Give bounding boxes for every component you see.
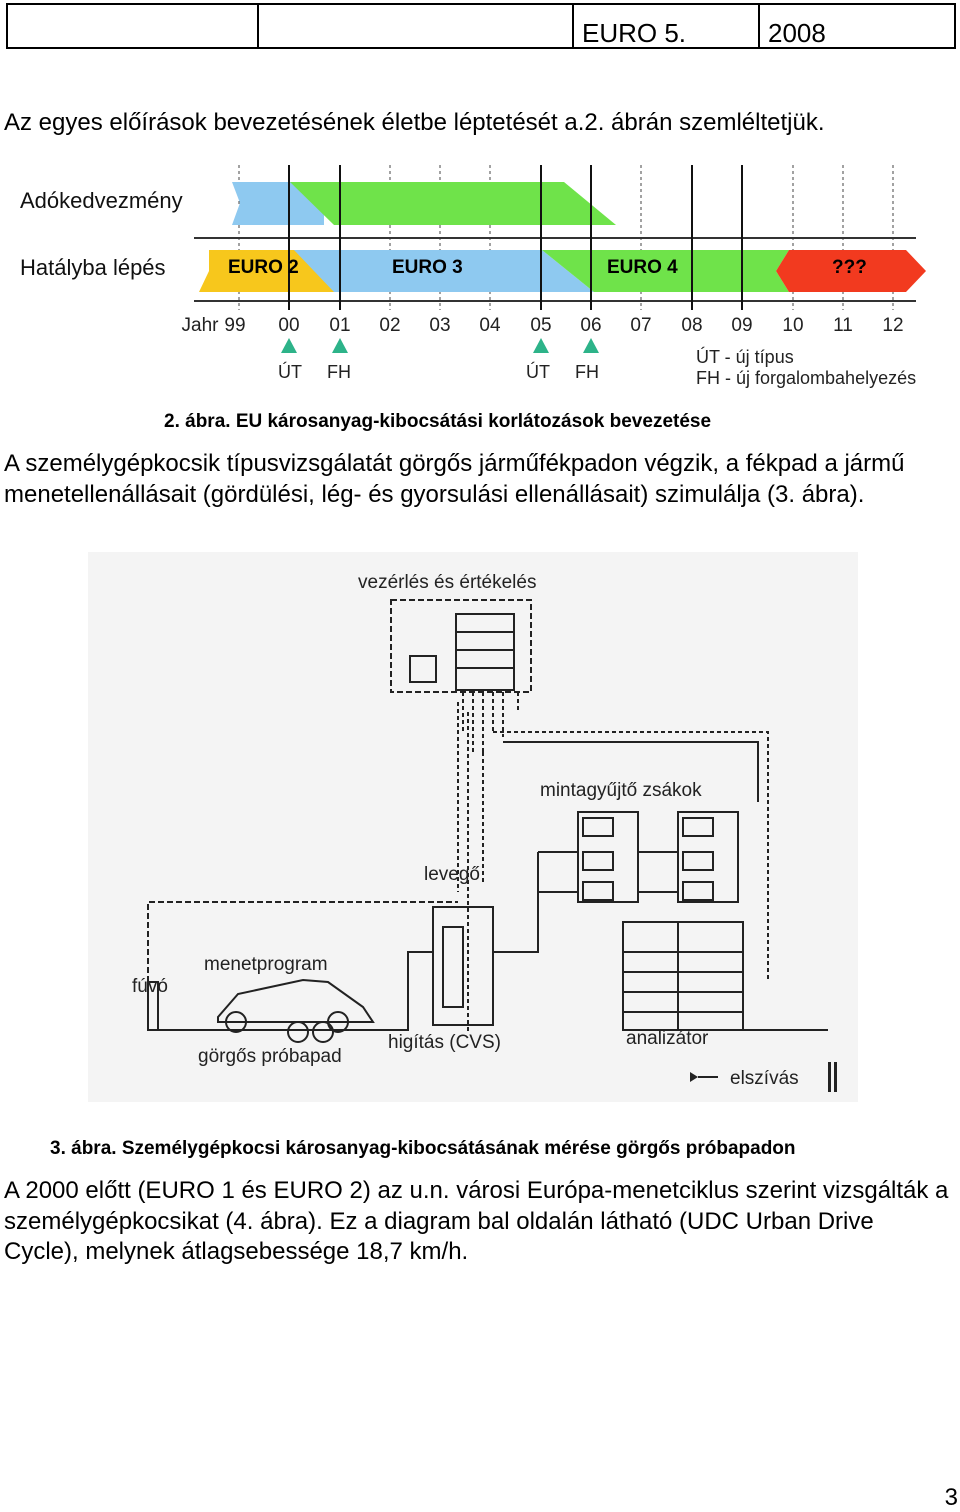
header-cell-empty-2 xyxy=(259,5,574,47)
year-label: 99 xyxy=(224,315,246,336)
header-cell-standard: EURO 5. xyxy=(574,5,760,47)
header-cell-year: 2008 xyxy=(768,18,826,48)
band-label-euro4: EURO 4 xyxy=(607,257,678,278)
marker-label: FH xyxy=(575,362,599,382)
figure3-caption: 3. ábra. Személygépkocsi károsanyag-kibocsátásának mérése görgős próbapadon xyxy=(50,1138,796,1159)
marker-label: ÚT xyxy=(278,362,302,382)
year-label: 09 xyxy=(731,315,753,336)
figure2-caption: 2. ábra. EU károsanyag-kibocsátási korlátozások bevezetése xyxy=(164,411,712,432)
year-label: 10 xyxy=(782,315,804,336)
year-label: 05 xyxy=(530,315,552,336)
year-label: 12 xyxy=(882,315,904,336)
marker-triangle-2 xyxy=(332,338,348,353)
label-roller-dyno: görgős próbapad xyxy=(198,1046,342,1067)
year-prefix: Jahr xyxy=(181,315,219,336)
label-dilution-cvs: higítás (CVS) xyxy=(388,1032,501,1053)
label-blower: fúvó xyxy=(132,976,168,997)
legend-new-registration: FH - új forgalombahelyezés xyxy=(696,368,917,388)
label-tax-benefit: Adókedvezmény xyxy=(20,188,183,213)
marker-triangle-4 xyxy=(583,338,599,353)
marker-label: ÚT xyxy=(526,362,550,382)
label-entry-into-force: Hatályba lépés xyxy=(20,255,166,280)
tax-band-green xyxy=(290,182,616,225)
marker-triangle-1 xyxy=(281,338,297,353)
band-label-unknown: ??? xyxy=(832,257,867,278)
marker-triangle-3 xyxy=(533,338,549,353)
year-label: 07 xyxy=(630,315,652,336)
header-cell-empty-1 xyxy=(8,5,259,47)
test-bench-schematic xyxy=(88,552,858,1102)
year-label: 01 xyxy=(329,315,351,336)
intro-paragraph: Az egyes előírások bevezetésének életbe léptetését a.2. ábrán szemléltetjük. xyxy=(4,109,825,136)
label-air: levegő xyxy=(424,864,480,885)
label-drive-program: menetprogram xyxy=(204,954,328,975)
band-label-euro2: EURO 2 xyxy=(228,257,299,278)
test-bench-figure xyxy=(88,552,858,1102)
year-label: 06 xyxy=(580,315,602,336)
paragraph-test-bench: A személygépkocsik típusvizsgálatát görgős járműfékpadon végzik, a fékpad a jármű menetellenállásait (gördülési, lég- és gyorsulási ellenállásait) szimulálja (3. ábra). xyxy=(4,450,905,508)
header-table xyxy=(6,3,956,49)
label-analyzer: analizátor xyxy=(626,1028,709,1049)
year-label: 04 xyxy=(479,315,501,336)
label-sample-bags: mintagyűjtő zsákok xyxy=(540,780,702,801)
label-exhaust: elszívás xyxy=(730,1068,799,1089)
year-label: 03 xyxy=(429,315,451,336)
legend-new-type: ÚT - új típus xyxy=(696,347,794,367)
label-control-evaluation: vezérlés és értékelés xyxy=(358,572,537,593)
page-number: 3 xyxy=(944,1484,958,1511)
year-label: 08 xyxy=(681,315,703,336)
marker-label: FH xyxy=(327,362,351,382)
year-label: 00 xyxy=(278,315,300,336)
band-label-euro3: EURO 3 xyxy=(392,257,463,278)
euro-timeline-figure xyxy=(4,155,960,393)
year-label: 11 xyxy=(833,315,853,336)
paragraph-driving-cycle: A 2000 előtt (EURO 1 és EURO 2) az u.n. városi Európa-menetciklus szerint vizsgálták a személygépkocsikat (4. ábra). Ez a diagram bal oldalán látható (UDC Urban Drive Cycle), melynek átlagsebessége 18,7 km/h. xyxy=(4,1177,949,1265)
year-label: 02 xyxy=(379,315,401,336)
